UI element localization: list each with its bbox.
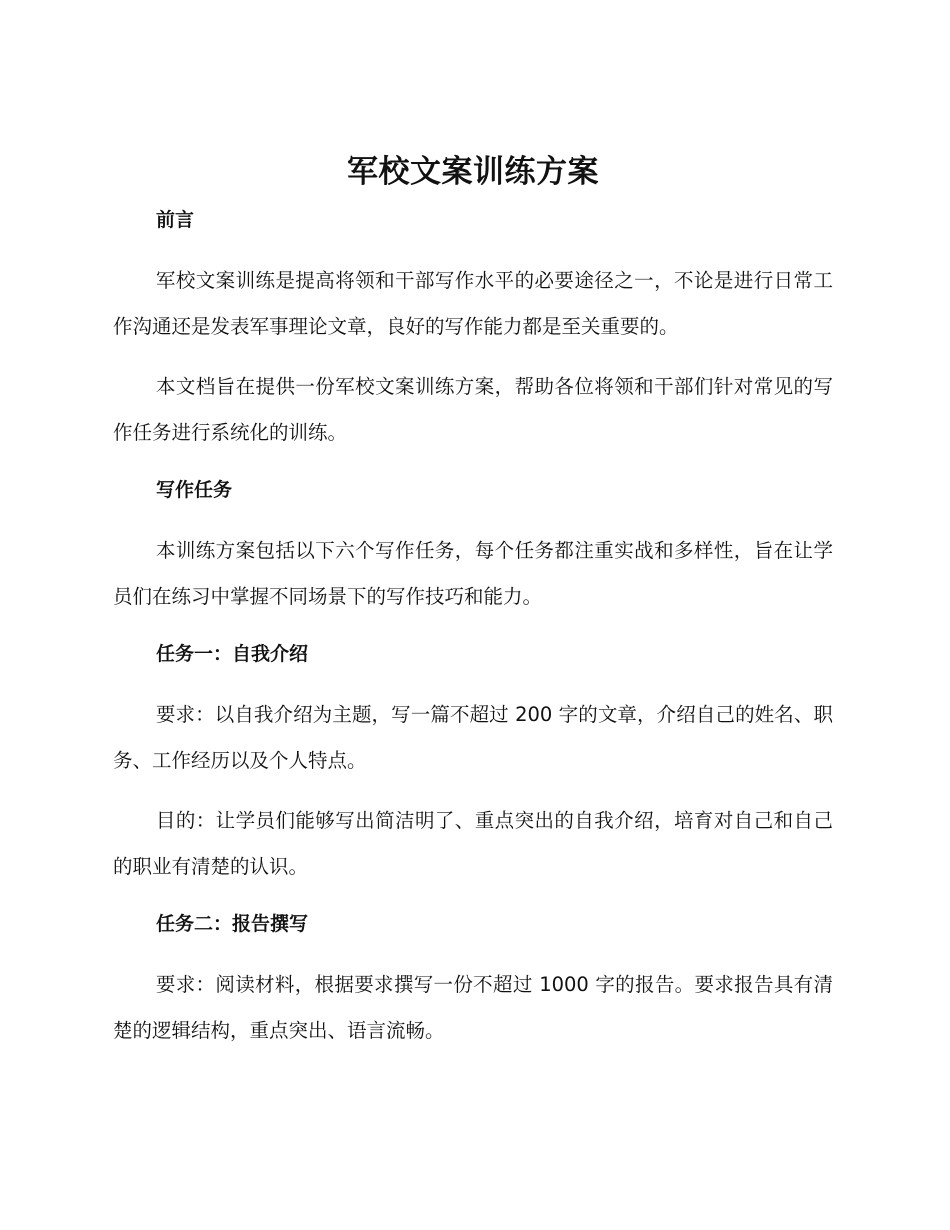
paragraph-tasks-intro: 本训练方案包括以下六个写作任务，每个任务都注重实战和多样性，旨在让学员们在练习中掌握不同场景下的写作技巧和能力。 [113,539,833,608]
paragraph-task-1-requirement: 要求：以自我介绍为主题，写一篇不超过 200 字的文章，介绍自己的姓名、职务、工作经历以及个人特点。 [113,703,833,772]
document-body [113,146,833,1068]
paragraph-task-2-requirement: 要求：阅读材料，根据要求撰写一份不超过 1000 字的报告。要求报告具有清楚的逻辑结构，重点突出、语言流畅。 [113,973,833,1042]
section-heading-task-1: 任务一：自我介绍 [155,643,308,665]
paragraph-preface-2: 本文档旨在提供一份军校文案训练方案，帮助各位将领和干部们针对常见的写作任务进行系统化的训练。 [113,375,833,444]
section-heading-task-2: 任务二：报告撰写 [155,913,308,935]
paragraph-task-1-purpose: 目的：让学员们能够写出简洁明了、重点突出的自我介绍，培育对自己和自己的职业有清楚的认识。 [113,809,833,878]
section-heading-writing-tasks: 写作任务 [155,479,232,501]
document-title: 军校文案训练方案 [347,154,599,190]
paragraph-preface-1: 军校文案训练是提高将领和干部写作水平的必要途径之一，不论是进行日常工作沟通还是发表军事理论文章，良好的写作能力都是至关重要的。 [113,269,833,338]
section-heading-preface: 前言 [155,209,194,231]
